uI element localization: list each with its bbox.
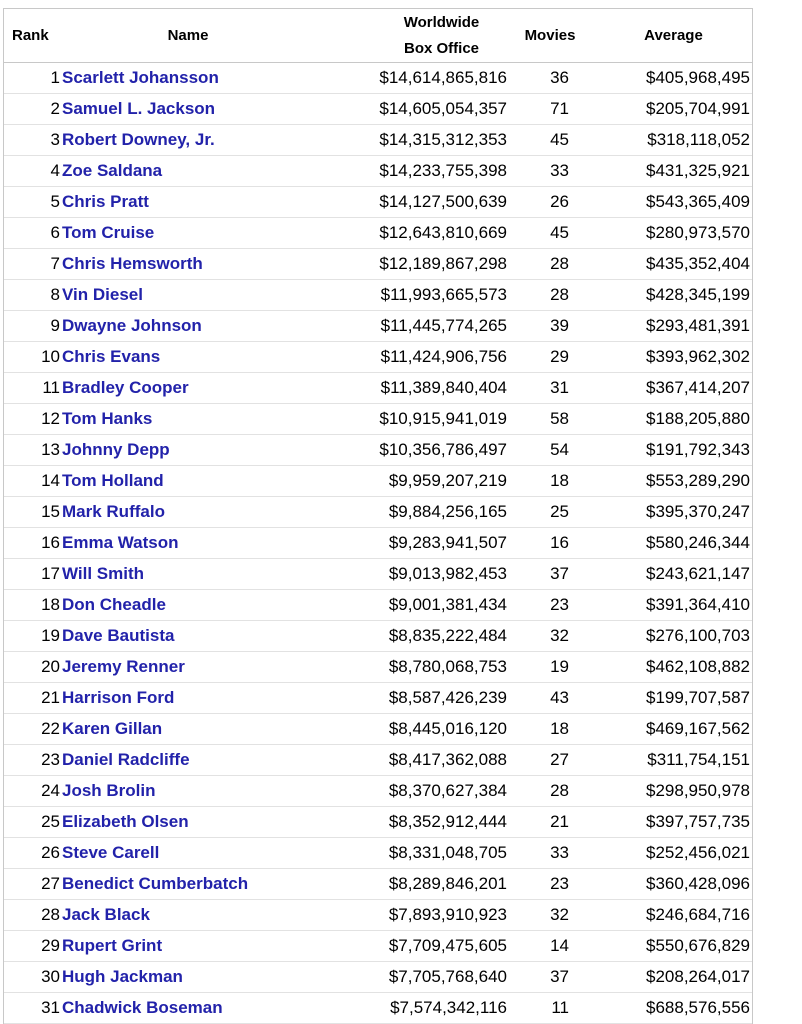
name-cell [60,409,352,429]
box-office-cell: $7,893,910,923 [388,905,507,924]
rank-cell: 20 [41,657,60,676]
box-office-cell: $7,705,768,640 [388,967,507,986]
rank-cell: 9 [50,316,60,335]
average-cell: $393,962,302 [646,347,750,366]
movies-cell: 11 [551,998,569,1017]
box-office-cell: $7,709,475,605 [388,936,507,955]
actor-name-link[interactable]: Elizabeth Olsen [62,812,189,831]
table-row [4,280,752,311]
movies-cell: 18 [550,471,569,490]
header-rank: Rank [12,27,49,44]
name-cell [60,68,352,88]
average-cell: $435,352,404 [646,254,750,273]
name-cell [60,254,352,274]
average-cell: $298,950,978 [646,781,750,800]
table-row [4,590,752,621]
box-office-cell: $12,643,810,669 [379,223,507,242]
average-cell: $688,576,556 [646,998,750,1017]
actor-name-link[interactable]: Hugh Jackman [62,967,183,986]
table-row [4,187,752,218]
rank-cell: 5 [50,192,60,211]
box-office-table [3,8,753,1024]
table-row [4,621,752,652]
table-row [4,559,752,590]
movies-cell: 25 [550,502,569,521]
box-office-cell: $14,605,054,357 [379,99,507,118]
movies-cell: 45 [550,130,569,149]
average-cell: $580,246,344 [646,533,750,552]
name-cell [60,192,352,212]
box-office-cell: $11,445,774,265 [380,316,507,335]
table-row [4,528,752,559]
name-cell [60,223,352,243]
average-cell: $191,792,343 [646,440,750,459]
table-row [4,218,752,249]
actor-name-link[interactable]: Tom Cruise [62,223,155,242]
box-office-cell: $9,959,207,219 [388,471,507,490]
table-row [4,745,752,776]
average-cell: $293,481,391 [646,316,750,335]
header-box-office-line2: Box Office [403,39,479,57]
rank-cell: 15 [41,502,60,521]
actor-name-link[interactable]: Chris Pratt [62,192,149,211]
actor-name-link[interactable]: Samuel L. Jackson [62,99,216,118]
rank-cell: 27 [41,874,60,893]
rank-cell: 23 [41,750,60,769]
name-cell [60,905,352,925]
movies-cell: 45 [550,223,569,242]
average-cell: $205,704,991 [646,99,750,118]
rank-cell: 24 [41,781,60,800]
table-row [4,714,752,745]
table-row [4,962,752,993]
table-row [4,311,752,342]
actor-name-link[interactable]: Josh Brolin [62,781,156,800]
movies-cell: 27 [550,750,569,769]
actor-name-link[interactable]: Dave Bautista [62,626,175,645]
average-cell: $318,118,052 [647,130,750,149]
movies-cell: 36 [550,68,569,87]
name-cell [60,316,352,336]
name-cell [60,99,352,119]
average-cell: $405,968,495 [646,68,750,87]
movies-cell: 39 [550,316,569,335]
movies-cell: 14 [550,936,569,955]
table-row [4,342,752,373]
average-cell: $462,108,882 [646,657,750,676]
rank-cell: 26 [41,843,60,862]
name-cell [60,347,352,367]
rank-cell: 13 [41,440,60,459]
rank-cell: 14 [41,471,60,490]
table-row [4,125,752,156]
average-cell: $395,370,247 [646,502,750,521]
average-cell: $199,707,587 [646,688,750,707]
name-cell [60,719,352,739]
box-office-cell: $14,233,755,398 [379,161,507,180]
box-office-cell: $8,445,016,120 [388,719,507,738]
average-cell: $543,365,409 [646,192,750,211]
rank-cell: 10 [41,347,60,366]
movies-cell: 26 [550,192,569,211]
box-office-cell: $9,013,982,453 [388,564,507,583]
header-name: Name [167,27,209,44]
box-office-cell: $11,424,906,756 [380,347,507,366]
name-cell [60,502,352,522]
table-row [4,435,752,466]
table-row [4,156,752,187]
table-header-row [4,9,752,63]
average-cell: $397,757,735 [646,812,750,831]
name-cell [60,657,352,677]
rank-cell: 3 [50,130,60,149]
average-cell: $311,754,151 [647,750,750,769]
rank-cell: 6 [50,223,60,242]
actor-name-link[interactable]: Zoe Saldana [62,161,163,180]
header-average: Average [644,27,703,44]
actor-name-link[interactable]: Chris Hemsworth [62,254,203,273]
table-row [4,497,752,528]
box-office-cell: $8,417,362,088 [388,750,507,769]
table-row [4,404,752,435]
actor-name-link[interactable]: Daniel Radcliffe [62,750,190,769]
name-cell [60,285,352,305]
table-row [4,869,752,900]
name-cell [60,161,352,181]
average-cell: $276,100,703 [646,626,750,645]
box-office-cell: $14,614,865,816 [379,68,507,87]
table-row [4,776,752,807]
actor-name-link[interactable]: Dwayne Johnson [62,316,202,335]
movies-cell: 54 [550,440,569,459]
movies-cell: 32 [550,626,569,645]
box-office-cell: $8,835,222,484 [388,626,507,645]
rank-cell: 18 [41,595,60,614]
movies-cell: 58 [550,409,569,428]
average-cell: $252,456,021 [646,843,750,862]
box-office-cell: $8,370,627,384 [388,781,507,800]
movies-cell: 37 [550,967,569,986]
rank-cell: 12 [41,409,60,428]
rank-cell: 29 [41,936,60,955]
rank-cell: 16 [41,533,60,552]
movies-cell: 29 [550,347,569,366]
movies-cell: 71 [550,99,569,118]
name-cell [60,781,352,801]
average-cell: $553,289,290 [646,471,750,490]
actor-name-link[interactable]: Robert Downey, Jr. [62,130,215,149]
rank-cell: 28 [41,905,60,924]
actor-name-link[interactable]: Karen Gillan [62,719,163,738]
movies-cell: 23 [550,874,569,893]
average-cell: $550,676,829 [646,936,750,955]
box-office-cell: $8,780,068,753 [388,657,507,676]
name-cell [60,843,352,863]
table-body [4,63,752,1024]
name-cell [60,626,352,646]
movies-cell: 28 [550,254,569,273]
rank-cell: 22 [41,719,60,738]
box-office-cell: $10,356,786,497 [379,440,507,459]
rank-cell: 25 [41,812,60,831]
name-cell [60,471,352,491]
actor-name-link[interactable]: Chadwick Boseman [62,998,223,1017]
average-cell: $428,345,199 [646,285,750,304]
rank-cell: 19 [41,626,60,645]
movies-cell: 33 [550,161,569,180]
table-row [4,931,752,962]
rank-cell: 2 [50,99,60,118]
box-office-cell: $11,993,665,573 [380,285,507,304]
actor-name-link[interactable]: Bradley Cooper [62,378,189,397]
header-movies: Movies [524,27,576,44]
rank-cell: 7 [50,254,60,273]
box-office-cell: $9,001,381,434 [388,595,507,614]
movies-cell: 19 [550,657,569,676]
box-office-cell: $12,189,867,298 [379,254,507,273]
box-office-cell: $8,587,426,239 [388,688,507,707]
actor-name-link[interactable]: Jack Black [62,905,150,924]
actor-name-link[interactable]: Jeremy Renner [62,657,185,676]
movies-cell: 18 [550,719,569,738]
box-office-cell: $14,127,500,639 [379,192,507,211]
name-cell [60,130,352,150]
name-cell [60,936,352,956]
table-row [4,466,752,497]
name-cell [60,595,352,615]
box-office-cell: $8,289,846,201 [388,874,507,893]
rank-cell: 21 [41,688,60,707]
average-cell: $280,973,570 [646,223,750,242]
rank-cell: 30 [41,967,60,986]
table-row [4,683,752,714]
name-cell [60,533,352,553]
actor-name-link[interactable]: Vin Diesel [62,285,143,304]
actor-name-link[interactable]: Don Cheadle [62,595,166,614]
name-cell [60,688,352,708]
name-cell [60,874,352,894]
box-office-cell: $8,352,912,444 [388,812,507,831]
actor-name-link[interactable]: Scarlett Johansson [62,68,219,87]
actor-name-link[interactable]: Rupert Grint [62,936,163,955]
actor-name-link[interactable]: Tom Hanks [62,409,153,428]
actor-name-link[interactable]: Will Smith [62,564,145,583]
table-row [4,900,752,931]
average-cell: $208,264,017 [646,967,750,986]
average-cell: $243,621,147 [646,564,750,583]
rank-cell: 1 [50,68,60,87]
movies-cell: 28 [550,781,569,800]
average-cell: $469,167,562 [646,719,750,738]
average-cell: $391,364,410 [646,595,750,614]
average-cell: $431,325,921 [646,161,750,180]
table-row [4,373,752,404]
movies-cell: 21 [550,812,569,831]
actor-name-link[interactable]: Steve Carell [62,843,160,862]
rank-cell: 17 [41,564,60,583]
movies-cell: 33 [550,843,569,862]
movies-cell: 43 [550,688,569,707]
average-cell: $360,428,096 [646,874,750,893]
name-cell [60,812,352,832]
actor-name-link[interactable]: Mark Ruffalo [62,502,165,521]
table-row [4,652,752,683]
movies-cell: 23 [550,595,569,614]
movies-cell: 37 [550,564,569,583]
rank-cell: 4 [50,161,60,180]
actor-name-link[interactable]: Johnny Depp [62,440,170,459]
movies-cell: 16 [550,533,569,552]
box-office-cell: $7,574,342,116 [390,998,507,1017]
name-cell [60,440,352,460]
box-office-cell: $14,315,312,353 [379,130,507,149]
table-row [4,838,752,869]
table-row [4,63,752,94]
name-cell [60,378,352,398]
rank-cell: 31 [41,998,60,1017]
header-box-office-line1: Worldwide [403,13,480,31]
average-cell: $188,205,880 [646,409,750,428]
table-row [4,94,752,125]
box-office-cell: $9,884,256,165 [388,502,507,521]
box-office-cell: $8,331,048,705 [388,843,507,862]
header-box-office [352,10,509,62]
name-cell [60,750,352,770]
movies-cell: 31 [550,378,569,397]
rank-cell: 8 [50,285,60,304]
actor-name-link[interactable]: Tom Holland [62,471,164,490]
table-row [4,249,752,280]
name-cell [60,967,352,987]
actor-name-link[interactable]: Benedict Cumberbatch [62,874,249,893]
name-cell [60,998,352,1018]
name-cell [60,564,352,584]
actor-name-link[interactable]: Chris Evans [62,347,161,366]
actor-name-link[interactable]: Emma Watson [62,533,179,552]
movies-cell: 28 [550,285,569,304]
box-office-cell: $11,389,840,404 [380,378,507,397]
average-cell: $367,414,207 [646,378,750,397]
actor-name-link[interactable]: Harrison Ford [62,688,175,707]
table-row [4,993,752,1024]
average-cell: $246,684,716 [646,905,750,924]
rank-cell: 11 [42,378,60,397]
box-office-cell: $10,915,941,019 [379,409,507,428]
movies-cell: 32 [550,905,569,924]
box-office-cell: $9,283,941,507 [388,533,507,552]
table-row [4,807,752,838]
